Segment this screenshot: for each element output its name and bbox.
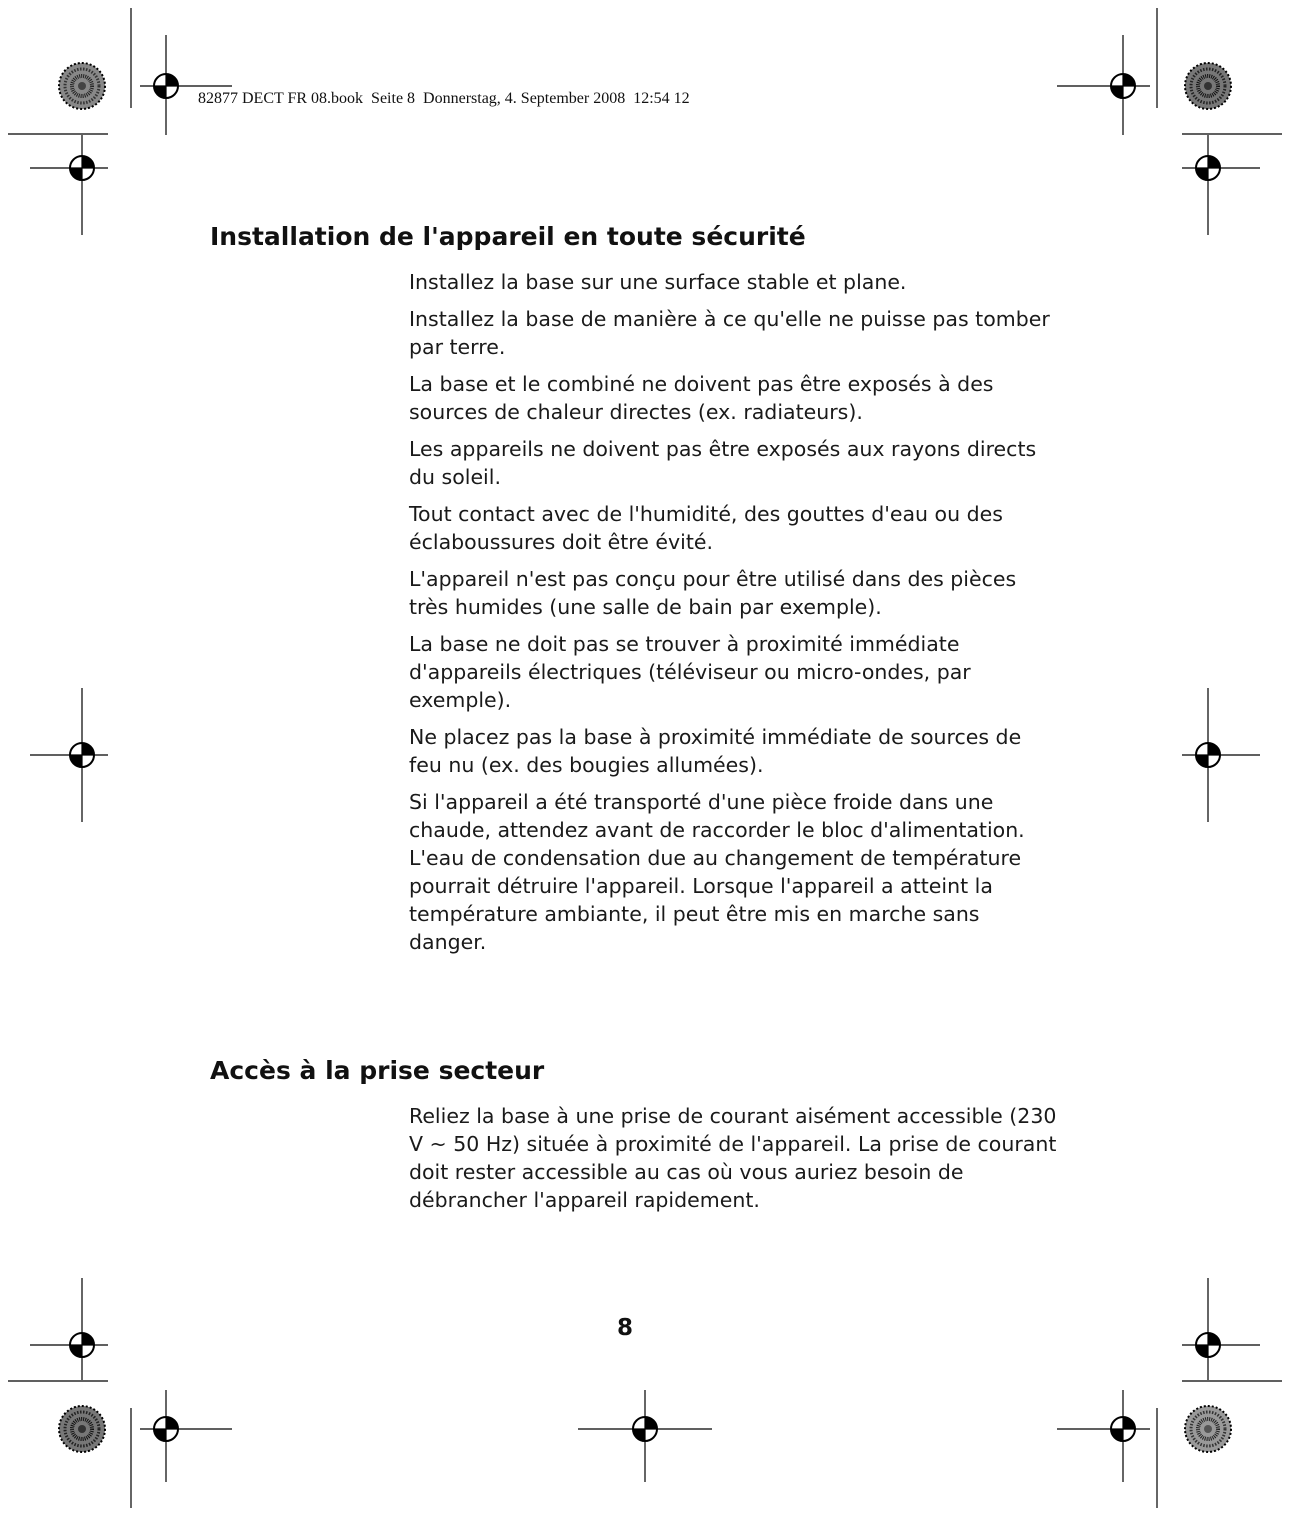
page-number: 8 xyxy=(616,1315,633,1341)
paragraph: Reliez la base à une prise de courant aisément accessible (230 V ~ 50 Hz) située à proximité de l'appareil. La prise de courant doit rester accessible au cas où vous auriez besoin de débrancher l'appareil rapidement. xyxy=(409,1104,1057,1212)
print-slug: 82877 DECT FR 08.book Seite 8 Donnerstag, 4. September 2008 12:54 12 xyxy=(198,90,690,107)
section-heading-prise: Accès à la prise secteur xyxy=(210,1056,545,1085)
paragraph: Si l'appareil a été transporté d'une pièce froide dans une chaude, attendez avant de raccorder le bloc d'alimentation. L'eau de condensation due au changement de température pourrait détruire l'appareil. Lorsque l'appareil a atteint la température ambiante, il peut être mis en marche sans danger. xyxy=(409,790,1025,954)
paragraph: Tout contact avec de l'humidité, des gouttes d'eau ou des éclaboussures doit être évité. xyxy=(409,502,1003,554)
section-body-installation xyxy=(409,268,1059,965)
paragraph: La base et le combiné ne doivent pas être exposés à des sources de chaleur directes (ex. radiateurs). xyxy=(409,372,994,424)
section-heading-installation: Installation de l'appareil en toute sécurité xyxy=(210,222,806,251)
paragraph: L'appareil n'est pas conçu pour être utilisé dans des pièces très humides (une salle de bain par exemple). xyxy=(409,567,1017,619)
paragraph: La base ne doit pas se trouver à proximité immédiate d'appareils électriques (téléviseur ou micro-ondes, par exemple). xyxy=(409,632,971,712)
paragraph: Les appareils ne doivent pas être exposés aux rayons directs du soleil. xyxy=(409,437,1037,489)
paragraph: Installez la base sur une surface stable et plane. xyxy=(409,270,907,294)
paragraph: Installez la base de manière à ce qu'elle ne puisse pas tomber par terre. xyxy=(409,307,1050,359)
section-body-prise xyxy=(409,1102,1059,1223)
paragraph: Ne placez pas la base à proximité immédiate de sources de feu nu (ex. des bougies allumées). xyxy=(409,725,1022,777)
